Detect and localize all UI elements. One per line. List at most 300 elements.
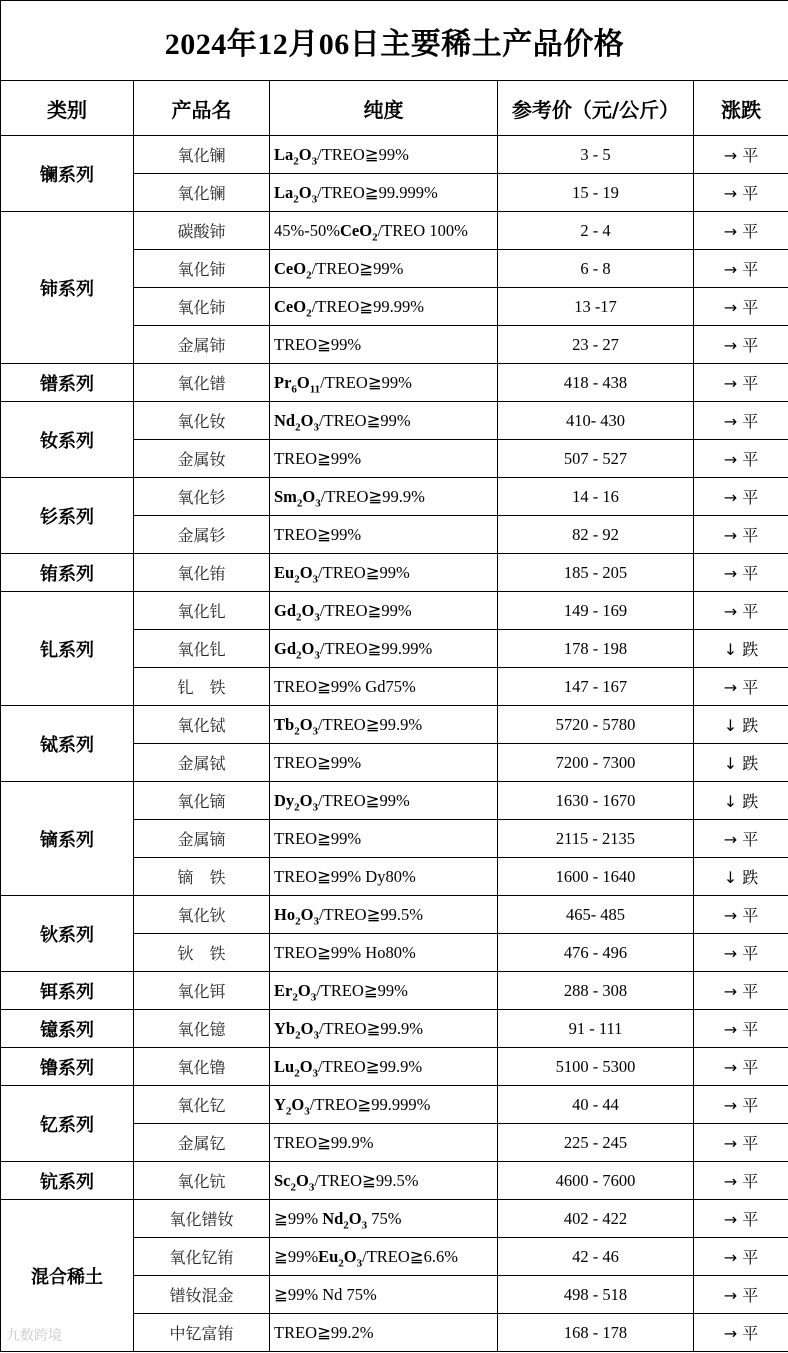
formula-subscript: 2 [294, 1066, 300, 1079]
change-cell: → 平 [694, 250, 788, 288]
formula-subscript: 2 [294, 572, 300, 585]
chemical-formula [322, 1208, 368, 1231]
purity-text: /TREO≧99.9% [318, 714, 423, 734]
formula-element: Ho [274, 904, 296, 924]
formula-subscript: 2 [295, 1028, 301, 1041]
change-cell: ↓ 跌 [694, 744, 788, 782]
formula-subscript: 2 [293, 192, 299, 205]
table-row [1, 554, 788, 592]
price-cell: 6 - 8 [498, 250, 694, 288]
category-cell: 镱系列 [1, 1010, 134, 1048]
purity-text: TREO≧99% [274, 334, 362, 354]
change-cell: → 平 [694, 820, 788, 858]
product-name-cell: 氧化钐 [134, 478, 270, 516]
purity-cell [270, 782, 498, 820]
product-name-cell: 氧化钬 [134, 896, 270, 934]
product-name-cell: 氧化镧 [134, 174, 270, 212]
purity-cell [270, 1048, 498, 1086]
purity-text: TREO≧99.2% [274, 1322, 374, 1342]
purity-text: /TREO≧6.6% [362, 1246, 458, 1266]
product-name-cell: 镨钕混金 [134, 1276, 270, 1314]
table-row [1, 1200, 788, 1238]
price-cell: 23 - 27 [498, 326, 694, 364]
purity-text: ≧99% Nd 75% [274, 1284, 377, 1304]
formula-element: Eu [274, 562, 295, 582]
formula-subscript: 3 [314, 610, 320, 623]
formula-element: O [296, 372, 310, 392]
purity-cell [270, 1086, 498, 1124]
price-cell: 498 - 518 [498, 1276, 694, 1314]
header-purity: 纯度 [270, 81, 498, 136]
table-row [1, 782, 788, 820]
formula-subscript: 2 [285, 1104, 292, 1117]
chemical-formula [274, 182, 318, 205]
purity-text: TREO≧99% [274, 448, 362, 468]
table-row [1, 1048, 788, 1086]
product-name-cell: 氧化钪 [134, 1162, 270, 1200]
price-cell: 1630 - 1670 [498, 782, 694, 820]
formula-element: CeO [274, 258, 307, 278]
formula-subscript: 2 [343, 1218, 349, 1231]
price-cell: 149 - 169 [498, 592, 694, 630]
formula-subscript: 3 [310, 990, 317, 1003]
price-cell: 476 - 496 [498, 934, 694, 972]
purity-cell [270, 934, 498, 972]
price-cell: 402 - 422 [498, 1200, 694, 1238]
formula-subscript: 2 [306, 306, 312, 319]
formula-subscript: 2 [338, 1256, 344, 1269]
table-row [1, 478, 788, 516]
purity-text: 45%-50% [274, 220, 340, 240]
product-name-cell: 氧化镧 [134, 136, 270, 174]
formula-subscript: 2 [372, 230, 378, 243]
table-row [1, 592, 788, 630]
price-cell: 14 - 16 [498, 478, 694, 516]
product-name-cell: 氧化镱 [134, 1010, 270, 1048]
chemical-formula [274, 790, 319, 813]
header-row [1, 81, 788, 136]
price-cell: 2 - 4 [498, 212, 694, 250]
purity-cell [270, 630, 498, 668]
watermark-text: 九数跨境 [6, 1328, 62, 1344]
product-name-cell: 金属铽 [134, 744, 270, 782]
change-cell: ↓ 跌 [694, 782, 788, 820]
formula-element: O [298, 182, 312, 202]
formula-subscript: 11 [309, 382, 321, 395]
purity-text: TREO≧99% Dy80% [274, 866, 416, 886]
chemical-formula [274, 1018, 319, 1041]
formula-subscript: 2 [294, 724, 300, 737]
price-cell: 91 - 111 [498, 1010, 694, 1048]
formula-element: CeO [274, 296, 307, 316]
purity-text: /TREO≧99% [317, 144, 409, 164]
product-name-cell: 金属镝 [134, 820, 270, 858]
purity-text: /TREO≧99% [319, 600, 412, 620]
table-row [1, 706, 788, 744]
formula-element: O [301, 600, 315, 620]
formula-element: Sm [274, 486, 297, 506]
price-cell: 40 - 44 [498, 1086, 694, 1124]
formula-element: Eu [318, 1246, 339, 1266]
price-cell: 465- 485 [498, 896, 694, 934]
chemical-formula [274, 638, 320, 661]
page-title: 2024年12月06日主要稀土产品价格 [1, 1, 788, 81]
purity-text: /TREO≧99.9% [320, 486, 425, 506]
product-name-cell: 钬 铁 [134, 934, 270, 972]
formula-element: O [299, 714, 313, 734]
category-cell: 钕系列 [1, 402, 134, 478]
product-name-cell: 氧化铽 [134, 706, 270, 744]
formula-subscript: 3 [304, 1104, 310, 1117]
formula-element: Gd [274, 638, 297, 658]
product-name-cell: 金属钕 [134, 440, 270, 478]
formula-element: Nd [322, 1208, 344, 1228]
price-cell: 168 - 178 [498, 1314, 694, 1352]
formula-element: Tb [274, 714, 295, 734]
price-cell: 4600 - 7600 [498, 1162, 694, 1200]
purity-text: /TREO≧99.99% [319, 638, 433, 658]
chemical-formula [274, 1056, 319, 1079]
category-cell: 镧系列 [1, 136, 134, 212]
purity-cell [270, 554, 498, 592]
formula-element: O [299, 1056, 313, 1076]
purity-text: /TREO≧99% [316, 980, 408, 1000]
price-cell: 13 -17 [498, 288, 694, 326]
header-category: 类别 [1, 81, 134, 136]
product-name-cell: 氧化镨钕 [134, 1200, 270, 1238]
formula-element: O [291, 1094, 305, 1114]
product-name-cell: 氧化铕 [134, 554, 270, 592]
change-cell: → 平 [694, 1048, 788, 1086]
purity-cell [270, 364, 498, 402]
purity-cell [270, 250, 498, 288]
change-cell: → 平 [694, 896, 788, 934]
purity-cell [270, 326, 498, 364]
header-reference-price: 参考价（元/公斤） [498, 81, 694, 136]
price-cell: 288 - 308 [498, 972, 694, 1010]
category-cell: 钪系列 [1, 1162, 134, 1200]
formula-subscript: 3 [311, 154, 318, 167]
purity-cell [270, 668, 498, 706]
chemical-formula [274, 600, 320, 623]
purity-cell [270, 288, 498, 326]
formula-element: Yb [274, 1018, 296, 1038]
purity-cell [270, 592, 498, 630]
change-cell: → 平 [694, 516, 788, 554]
chemical-formula [274, 904, 319, 927]
chemical-formula [274, 258, 312, 281]
product-name-cell: 氧化铒 [134, 972, 270, 1010]
formula-element: Y [274, 1094, 286, 1114]
product-name-cell: 氧化铈 [134, 288, 270, 326]
product-name-cell: 氧化镥 [134, 1048, 270, 1086]
price-cell: 82 - 92 [498, 516, 694, 554]
formula-subscript: 2 [296, 648, 302, 661]
formula-subscript: 3 [312, 800, 319, 813]
category-cell: 钐系列 [1, 478, 134, 554]
formula-element: La [274, 144, 294, 164]
formula-element: Lu [274, 1056, 295, 1076]
purity-cell [270, 174, 498, 212]
purity-text: /TREO≧99.5% [314, 1170, 419, 1190]
table-row [1, 1086, 788, 1124]
purity-cell [270, 896, 498, 934]
formula-element: O [300, 410, 314, 430]
chemical-formula [274, 144, 318, 167]
formula-subscript: 2 [290, 1180, 296, 1193]
change-cell: → 平 [694, 136, 788, 174]
change-cell: → 平 [694, 478, 788, 516]
purity-cell [270, 744, 498, 782]
purity-cell [270, 972, 498, 1010]
category-cell: 钇系列 [1, 1086, 134, 1162]
category-cell: 镥系列 [1, 1048, 134, 1086]
purity-text: /TREO 100% [377, 220, 468, 240]
formula-subscript: 2 [295, 420, 301, 433]
change-cell: → 平 [694, 972, 788, 1010]
formula-subscript: 3 [311, 192, 318, 205]
formula-subscript: 2 [296, 496, 303, 509]
price-cell: 225 - 245 [498, 1124, 694, 1162]
table-row [1, 364, 788, 402]
purity-cell [270, 1010, 498, 1048]
purity-cell [270, 1314, 498, 1352]
formula-element: Sc [274, 1170, 291, 1190]
change-cell: → 平 [694, 326, 788, 364]
chemical-formula [274, 1170, 315, 1193]
purity-text: /TREO≧99.99% [311, 296, 424, 316]
formula-element: O [301, 638, 315, 658]
purity-cell [270, 478, 498, 516]
purity-text: /TREO≧99% [318, 562, 410, 582]
product-name-cell: 镝 铁 [134, 858, 270, 896]
chemical-formula [318, 1246, 363, 1269]
product-name-cell: 氧化钕 [134, 402, 270, 440]
chemical-formula [274, 980, 317, 1003]
formula-element: O [300, 904, 314, 924]
formula-element: O [348, 1208, 362, 1228]
purity-text: /TREO≧99% [320, 372, 412, 392]
product-name-cell: 钆 铁 [134, 668, 270, 706]
product-name-cell: 金属钇 [134, 1124, 270, 1162]
purity-cell [270, 1238, 498, 1276]
formula-subscript: 3 [308, 1180, 315, 1193]
purity-cell [270, 1162, 498, 1200]
purity-cell [270, 706, 498, 744]
category-cell: 镨系列 [1, 364, 134, 402]
purity-text: /TREO≧99.9% [318, 1056, 423, 1076]
change-cell: ↓ 跌 [694, 858, 788, 896]
price-cell: 178 - 198 [498, 630, 694, 668]
purity-text: ≧99% [274, 1246, 319, 1266]
change-cell: → 平 [694, 1124, 788, 1162]
purity-cell [270, 1276, 498, 1314]
table-row [1, 1162, 788, 1200]
formula-subscript: 2 [293, 154, 299, 167]
price-cell: 507 - 527 [498, 440, 694, 478]
price-cell: 15 - 19 [498, 174, 694, 212]
chemical-formula [274, 1094, 310, 1117]
product-name-cell: 氧化铈 [134, 250, 270, 288]
price-cell: 185 - 205 [498, 554, 694, 592]
formula-subscript: 3 [315, 496, 321, 509]
formula-element: Pr [274, 372, 292, 392]
category-cell: 镝系列 [1, 782, 134, 896]
product-name-cell: 氧化钆 [134, 592, 270, 630]
product-name-cell: 氧化镨 [134, 364, 270, 402]
price-cell: 147 - 167 [498, 668, 694, 706]
formula-subscript: 3 [356, 1256, 363, 1269]
formula-subscript: 3 [312, 724, 319, 737]
price-cell: 42 - 46 [498, 1238, 694, 1276]
formula-subscript: 6 [291, 382, 297, 395]
formula-subscript: 3 [313, 914, 319, 927]
change-cell: ↓ 跌 [694, 706, 788, 744]
formula-element: O [299, 562, 313, 582]
change-cell: → 平 [694, 212, 788, 250]
title-row [1, 1, 788, 81]
header-change: 涨跌 [694, 81, 788, 136]
table-row [1, 136, 788, 174]
change-cell: ↓ 跌 [694, 630, 788, 668]
product-name-cell: 氧化镝 [134, 782, 270, 820]
purity-cell [270, 1200, 498, 1238]
chemical-formula [274, 486, 321, 509]
change-cell: → 平 [694, 1314, 788, 1352]
formula-subscript: 3 [313, 1028, 319, 1041]
purity-text: TREO≧99% Ho80% [274, 942, 416, 962]
price-cell: 410- 430 [498, 402, 694, 440]
purity-text: TREO≧99% [274, 524, 362, 544]
formula-element: O [296, 1170, 309, 1190]
purity-cell [270, 516, 498, 554]
product-name-cell: 金属铈 [134, 326, 270, 364]
price-cell: 2115 - 2135 [498, 820, 694, 858]
change-cell: → 平 [694, 440, 788, 478]
formula-element: Er [274, 980, 293, 1000]
price-cell: 418 - 438 [498, 364, 694, 402]
formula-subscript: 3 [361, 1218, 368, 1231]
change-cell: → 平 [694, 934, 788, 972]
change-cell: → 平 [694, 174, 788, 212]
product-name-cell: 金属钐 [134, 516, 270, 554]
category-cell: 铈系列 [1, 212, 134, 364]
change-cell: → 平 [694, 402, 788, 440]
purity-text: /TREO≧99.999% [317, 182, 438, 202]
category-cell: 铒系列 [1, 972, 134, 1010]
formula-element: La [274, 182, 294, 202]
purity-cell [270, 820, 498, 858]
formula-subscript: 2 [292, 990, 298, 1003]
chemical-formula [274, 562, 319, 585]
purity-text: TREO≧99% [274, 752, 362, 772]
purity-cell [270, 402, 498, 440]
purity-text: /TREO≧99.5% [318, 904, 424, 924]
purity-text: 75% [367, 1208, 402, 1228]
change-cell: → 平 [694, 1086, 788, 1124]
formula-element: O [343, 1246, 357, 1266]
price-cell: 1600 - 1640 [498, 858, 694, 896]
purity-cell [270, 136, 498, 174]
purity-cell [270, 212, 498, 250]
purity-cell [270, 1124, 498, 1162]
purity-text: TREO≧99% Gd75% [274, 676, 416, 696]
formula-element: O [297, 980, 311, 1000]
formula-element: Nd [274, 410, 296, 430]
category-cell: 钆系列 [1, 592, 134, 706]
formula-subscript: 2 [295, 914, 301, 927]
table-row [1, 896, 788, 934]
purity-text: /TREO≧99% [311, 258, 404, 278]
price-cell: 3 - 5 [498, 136, 694, 174]
chemical-formula [274, 714, 319, 737]
purity-text: /TREO≧99% [318, 410, 411, 430]
change-cell: → 平 [694, 288, 788, 326]
change-cell: → 平 [694, 1010, 788, 1048]
product-name-cell: 氧化钇铕 [134, 1238, 270, 1276]
product-name-cell: 碳酸铈 [134, 212, 270, 250]
chemical-formula [274, 372, 321, 395]
change-cell: → 平 [694, 668, 788, 706]
formula-subscript: 3 [314, 648, 320, 661]
product-name-cell: 中钇富铕 [134, 1314, 270, 1352]
category-cell: 铽系列 [1, 706, 134, 782]
purity-text: TREO≧99.9% [274, 1132, 374, 1152]
purity-text: /TREO≧99.999% [309, 1094, 431, 1114]
purity-cell [270, 858, 498, 896]
formula-element: O [302, 486, 316, 506]
change-cell: → 平 [694, 554, 788, 592]
formula-element: CeO [339, 220, 373, 240]
formula-element: O [298, 144, 312, 164]
category-cell: 钬系列 [1, 896, 134, 972]
formula-subscript: 2 [296, 610, 302, 623]
purity-text: TREO≧99% [274, 828, 362, 848]
category-cell: 混合稀土 [1, 1200, 134, 1352]
product-name-cell: 氧化钆 [134, 630, 270, 668]
change-cell: → 平 [694, 1200, 788, 1238]
change-cell: → 平 [694, 364, 788, 402]
formula-subscript: 2 [306, 268, 312, 281]
header-product-name: 产品名 [134, 81, 270, 136]
purity-cell [270, 440, 498, 478]
price-cell: 7200 - 7300 [498, 744, 694, 782]
table-row [1, 1010, 788, 1048]
change-cell: → 平 [694, 1162, 788, 1200]
table-row [1, 402, 788, 440]
formula-element: O [299, 790, 313, 810]
chemical-formula [274, 410, 319, 433]
price-cell: 5100 - 5300 [498, 1048, 694, 1086]
chemical-formula [339, 220, 378, 243]
formula-subscript: 3 [312, 572, 319, 585]
purity-text: /TREO≧99.9% [318, 1018, 424, 1038]
change-cell: → 平 [694, 1276, 788, 1314]
formula-subscript: 3 [313, 420, 319, 433]
purity-text: ≧99% [274, 1208, 323, 1228]
price-table-body [1, 1, 788, 1352]
formula-subscript: 3 [312, 1066, 319, 1079]
category-cell: 铕系列 [1, 554, 134, 592]
formula-element: O [300, 1018, 314, 1038]
formula-element: Gd [274, 600, 297, 620]
product-name-cell: 氧化钇 [134, 1086, 270, 1124]
table-row [1, 212, 788, 250]
change-cell: → 平 [694, 592, 788, 630]
chemical-formula [274, 296, 312, 319]
purity-text: /TREO≧99% [318, 790, 410, 810]
table-row [1, 972, 788, 1010]
